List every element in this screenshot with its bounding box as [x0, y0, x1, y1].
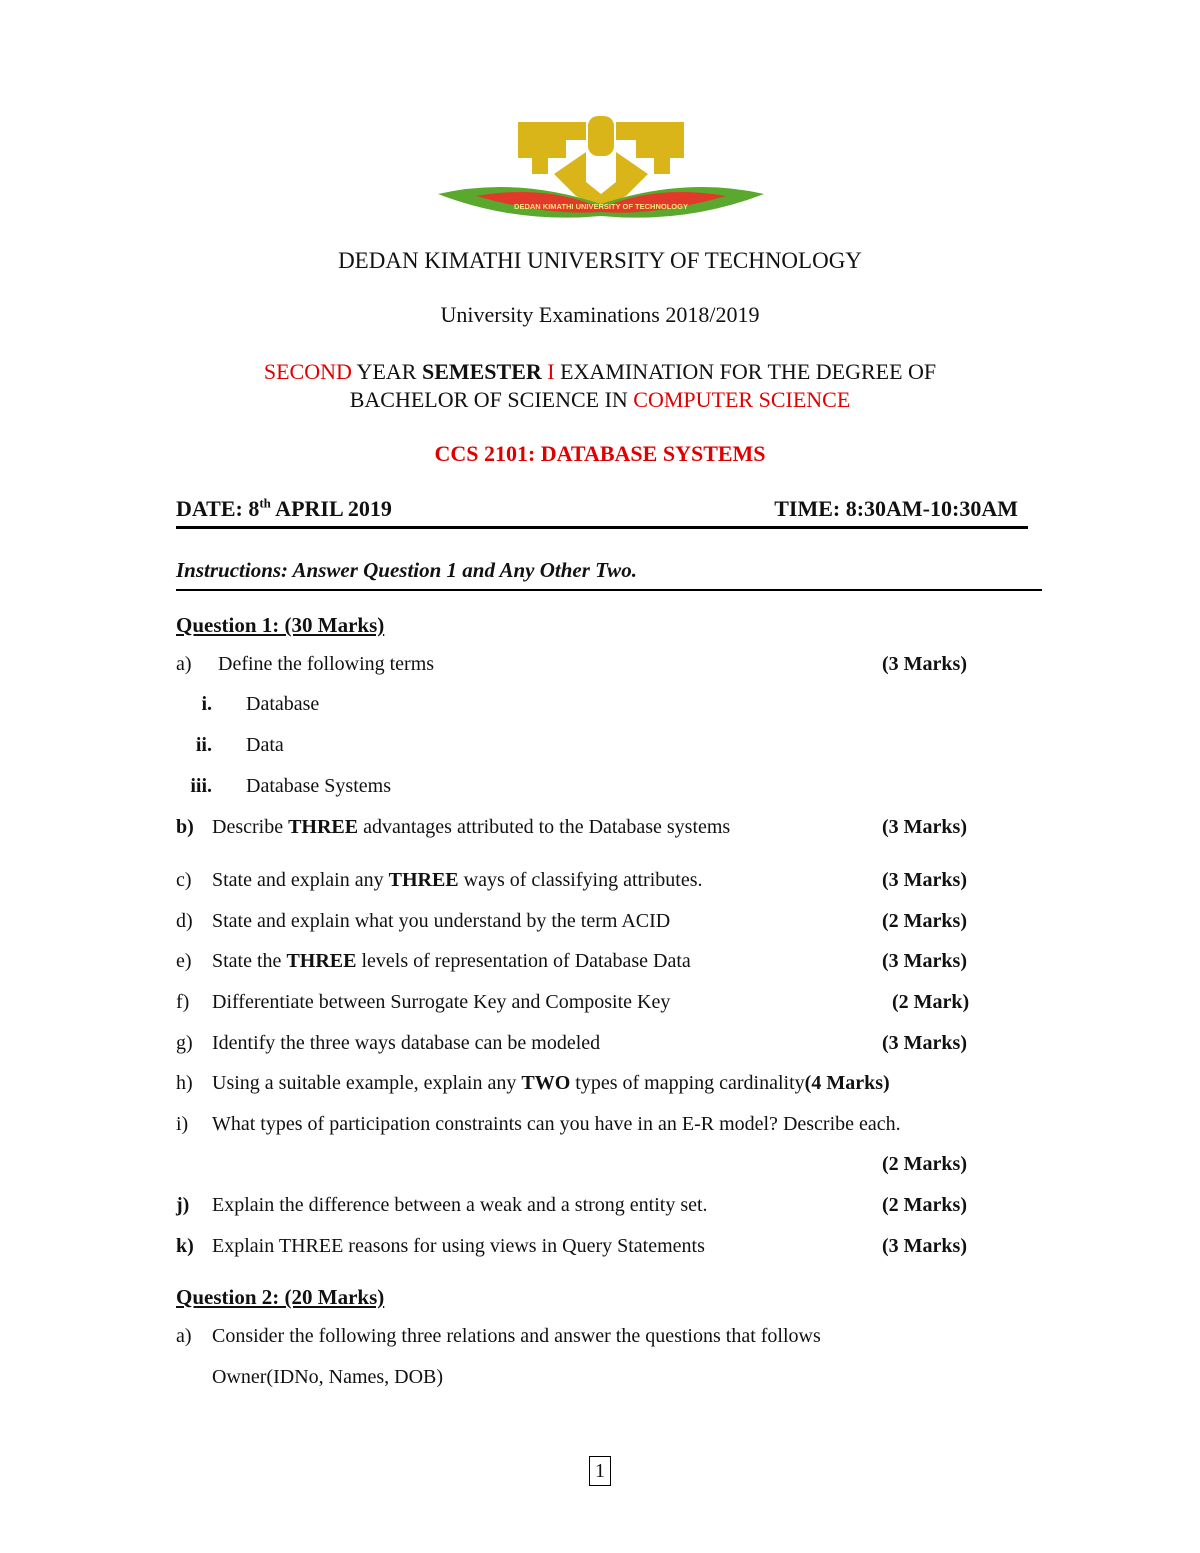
logo-banner-text: DEDAN KIMATHI UNIVERSITY OF TECHNOLOGY — [514, 202, 688, 211]
semester-number: I — [541, 359, 555, 384]
question-2-heading: Question 2: (20 Marks) — [176, 1285, 385, 1309]
university-name: DEDAN KIMATHI UNIVERSITY OF TECHNOLOGY — [338, 248, 862, 273]
degree-name: BACHELOR OF SCIENCE IN — [349, 387, 634, 412]
year-word: SECOND — [263, 359, 352, 384]
university-logo — [436, 112, 766, 222]
year-label: YEAR — [351, 359, 422, 384]
degree-line: EXAMINATION FOR THE DEGREE OF — [554, 359, 937, 384]
exam-period: University Examinations 2018/2019 — [440, 302, 760, 327]
page-number: 1 — [589, 1456, 611, 1486]
exam-time: TIME: 8:30AM-10:30AM — [774, 496, 1018, 521]
date-time-row — [176, 496, 1028, 529]
programme-name: COMPUTER SCIENCE — [633, 387, 851, 412]
logo-banner — [438, 187, 764, 218]
exam-date: DATE: 8th APRIL 2019 — [176, 496, 392, 522]
semester-word: SEMESTER — [421, 359, 542, 384]
instructions: Instructions: Answer Question 1 and Any Other Two. — [176, 558, 1042, 591]
semester-heading — [0, 358, 1200, 414]
course-title: CCS 2101: DATABASE SYSTEMS — [434, 441, 766, 466]
question-1-heading: Question 1: (30 Marks) — [176, 613, 385, 637]
